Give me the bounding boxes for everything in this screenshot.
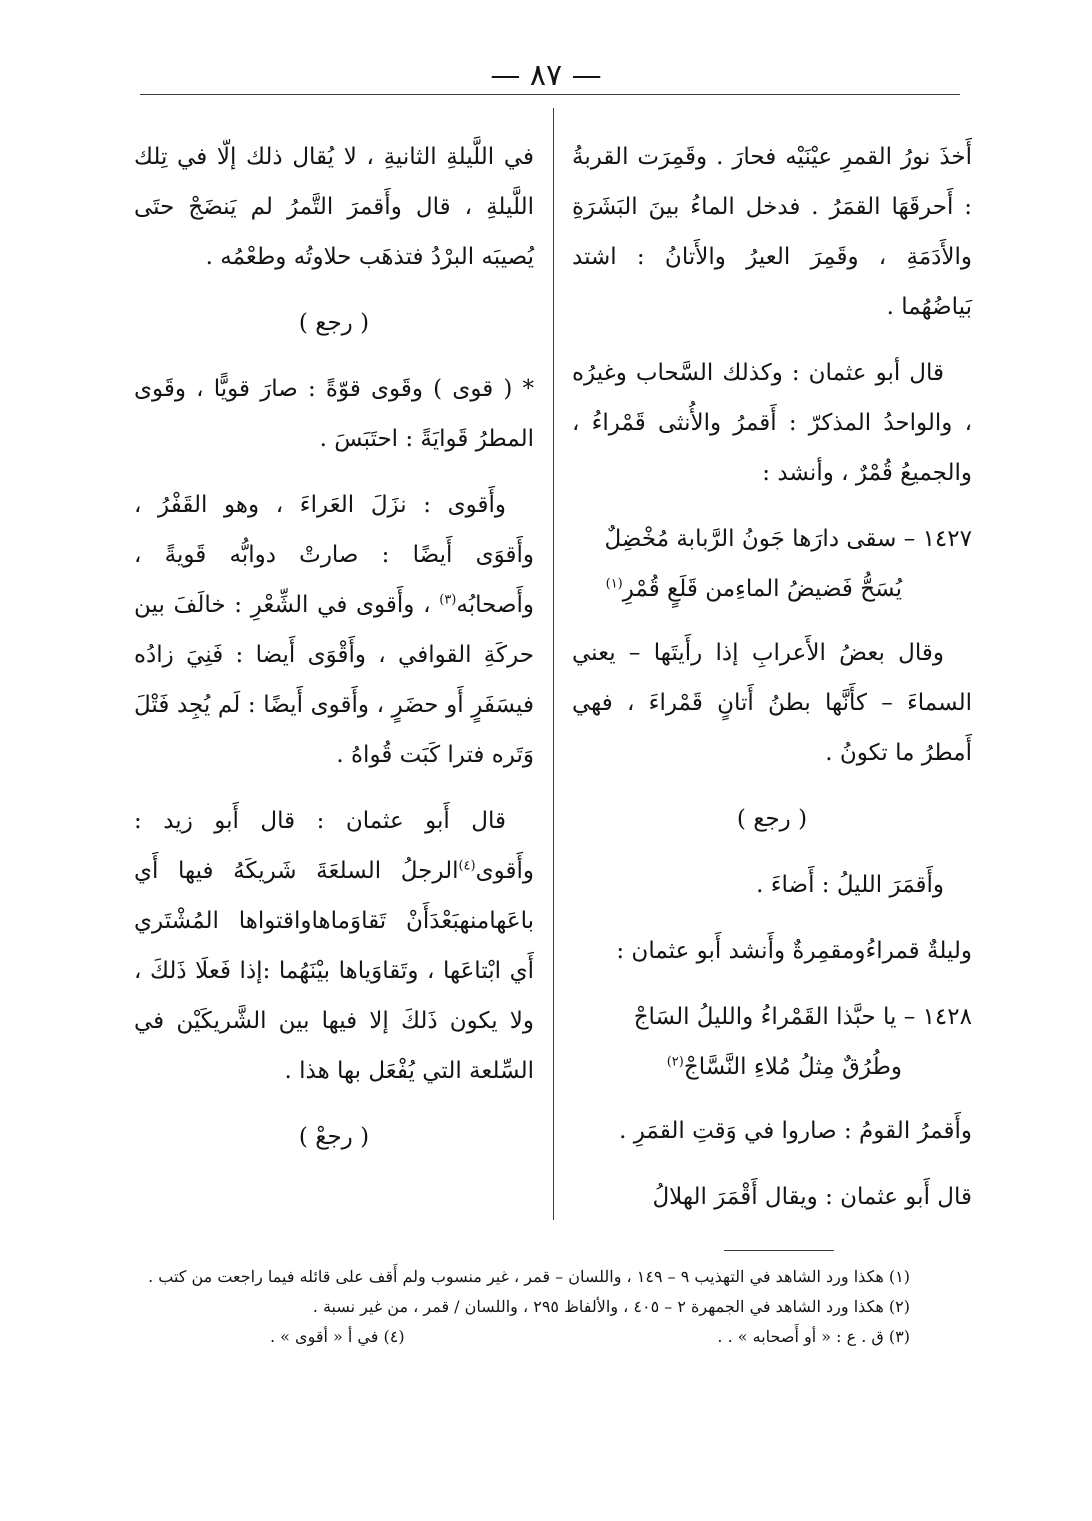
footnote-rule: [724, 1250, 834, 1251]
footnote-mark: (١): [605, 576, 623, 592]
see-reference: ( رجع ): [298, 310, 370, 336]
verse-line: ١٤٢٨ – يا حبَّذا القَمْراءُ والليلُ السَاجْ: [633, 1004, 972, 1030]
paragraph: أَخذَ نورُ القمرِ عيْنَيْه فحارَ . وقَمِرَت القربةُ : أَحرقَهَا القمَرُ . فدخل الماءُ بينَ البَشَرَةِ والأَدَمَةِ ، وقَمِرَ العيرُ والأَتانُ : اشتد بَياضُهُما .: [572, 144, 972, 320]
verse-1427: [572, 514, 972, 614]
paragraph: * ( قوى ) وقَوى قوّةً : صارَ قويًّا ، وقَوى المطرُ قَوايَةً : احتَبَسَ .: [134, 376, 534, 452]
left-column: [134, 132, 534, 1178]
right-column: [572, 132, 972, 1238]
paragraph-text: الرجلُ السلعَةَ شَريكَهُ فيها أَي باعَهامنهبَعْدَأَنْ تَقاوَماهاواقتواها المُشْتَري أَي ابْتاعَها ، وتَقاوَياها بيْنَهُما :إذا فَعلَا ذَلكَ ، ولا يكون ذَلكَ إلا فيها بين الشَّريكَيْن في السِّلعة التي يُفْعَل بها هذا .: [134, 858, 534, 1084]
column-divider: [553, 108, 554, 1220]
footnote-mark: (٤): [458, 858, 476, 874]
paragraph: وقال بعضُ الأَعرابِ إذا رأَيتَها – يعني السماءَ – كأَنَّها بطنُ أَتانٍ قَمْراءَ ، فهي أَمطرُ ما تكونُ .: [572, 640, 972, 766]
footnote: (٢) هكذا ورد الشاهد في الجمهرة ٢ – ٤٠٥ ، والألفاظ ٢٩٥ ، واللسان / قمر ، من غير نسبة .: [312, 1297, 910, 1316]
verse-line: [572, 564, 972, 614]
header-rule: [140, 94, 960, 95]
paragraph: [134, 796, 534, 1096]
paragraph: وأَقمَرَ الليلُ : أَضاءَ .: [756, 872, 944, 898]
page-number: — ٨٧ —: [490, 58, 602, 93]
paragraph: [134, 480, 534, 780]
paragraph: قال أبو عثمان : وكذلك السَّحاب وغيرُه ، والواحدُ المذكرّ : أَقمرُ والأُنثى قَمْراءُ ، والجميعُ قُمْرٌ ، وأنشد :: [572, 360, 972, 486]
paragraph-text: وأَقوى : نزَلَ العَراءَ ، وهو القَفْرُ ، وأَقوَى أَيضًا : صارتْ دوابُّه قَويةً ، وأَصحابُه: [134, 492, 534, 618]
paragraph: قال أَبو عثمان : ويقال أَقْمَرَ الهلالُ: [652, 1184, 972, 1210]
footnote: (٤) في أ « أقوى » .: [270, 1327, 405, 1346]
footnote: (٣) ق . ع : « أو أَصحابه » . .: [717, 1327, 910, 1346]
paragraph-text: ، وأَقوى في الشِّعْرِ : خالَفَ بين حركَةِ القوافي ، وأَقْوَى أَيضا : فَنِيَ زادُه فيسَفَرٍ أَو حضَرٍ ، وأَقوى أَيضًا : لَم يُجِد فَتْلَ وَتَره فترا كَبَت قُواهُ .: [134, 592, 534, 768]
verse-1428: [572, 992, 972, 1092]
footnote: (١) هكذا ورد الشاهد في التهذيب ٩ – ١٤٩ ، واللسان – قمر ، غير منسوب ولم أَقف على قائله فيما راجعت من كتب .: [148, 1267, 910, 1286]
footnotes: [130, 1262, 910, 1352]
see-reference: ( رجعْ ): [298, 1124, 370, 1150]
see-reference: ( رجع ): [736, 806, 808, 832]
paragraph: وأَقمرُ القومُ : صاروا في وَقتِ القمَرِ .: [619, 1118, 972, 1144]
paragraph-text: قال أَبو عثمان : قال أَبو زيد : وأَقوى: [134, 808, 534, 884]
verse-line: [572, 1042, 972, 1092]
footnote-mark: (٣): [439, 592, 457, 608]
verse-text: يُسَحُّ فَضيضُ الماءِمن قَلَعٍ قُمْرِ: [622, 576, 902, 602]
verse-text: وطُرُقٌ مِثلُ مُلاءِ النَّسَّاجْ: [683, 1054, 902, 1080]
footnote-row: [270, 1322, 910, 1352]
paragraph: في اللَّيلةِ الثانيةِ ، لا يُقال ذلك إلّا في تِلك اللَّيلةِ ، قال وأَقمرَ التَّمرُ لم يَنضَجْ حتَى يُصيبَه البرْدُ فتذهَب حلاوتُه وطعْمُه .: [134, 144, 534, 270]
footnote-mark: (٢): [666, 1054, 684, 1070]
verse-line: ١٤٢٧ – سقى دارَها جَونُ الرَّبابة مُخْضِلٌ: [604, 526, 972, 552]
paragraph: وليلةٌ قمراءُومقمِرةٌ وأَنشد أَبو عثمان :: [616, 938, 972, 964]
